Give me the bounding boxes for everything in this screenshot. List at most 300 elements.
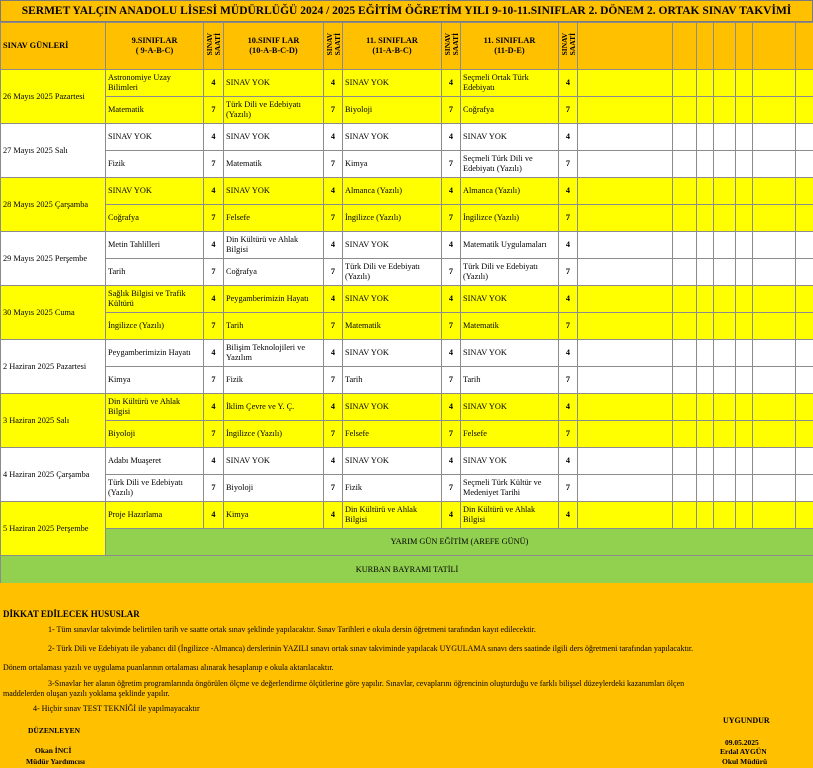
empty-cell xyxy=(714,448,736,475)
empty-cell xyxy=(714,502,736,529)
hour-9: 4 xyxy=(204,232,224,259)
exam-day: 30 Mayıs 2025 Cuma xyxy=(1,286,106,340)
subject-11de: Matematik xyxy=(461,313,559,340)
empty-cell xyxy=(736,286,753,313)
day-slot-row xyxy=(1,313,813,340)
empty-cell xyxy=(714,124,736,151)
hour-11abc: 4 xyxy=(442,70,461,97)
hour-11abc: 4 xyxy=(442,340,461,367)
empty-cell xyxy=(578,313,673,340)
empty-cell xyxy=(673,475,697,502)
empty-cell xyxy=(697,286,714,313)
hour-10: 4 xyxy=(324,178,343,205)
empty-cell xyxy=(578,394,673,421)
empty-cell xyxy=(736,151,753,178)
empty-cell xyxy=(673,367,697,394)
empty-cell xyxy=(673,151,697,178)
note-1: 1- Tüm sınavlar takvimde belirtilen tarih ve saatte ortak sınav şeklinde yapılacaktır. Sınav Tarihleri e okula dersin öğretmeni tarafından kayıt edilecektir. xyxy=(48,625,536,634)
notes-heading: DİKKAT EDİLECEK HUSUSLAR xyxy=(3,609,140,619)
exam-day: 27 Mayıs 2025 Salı xyxy=(1,124,106,178)
empty-cell xyxy=(673,205,697,232)
exam-day: 4 Haziran 2025 Çarşamba xyxy=(1,448,106,502)
hour-9: 7 xyxy=(204,151,224,178)
hour-10: 4 xyxy=(324,70,343,97)
hour-11de: 7 xyxy=(559,259,578,286)
prepared-by-role: Müdür Yardımcısı xyxy=(26,757,85,766)
hour-11de: 4 xyxy=(559,232,578,259)
hour-9: 4 xyxy=(204,394,224,421)
empty-cell xyxy=(673,259,697,286)
empty-cell xyxy=(697,259,714,286)
empty-cell xyxy=(796,313,813,340)
subject-11de: Seçmeli Türk Kültür ve Medeniyet Tarihi xyxy=(461,475,559,502)
subject-10: SINAV YOK xyxy=(224,70,324,97)
empty-cell xyxy=(578,178,673,205)
empty-cell xyxy=(736,367,753,394)
header-empty xyxy=(796,23,813,70)
empty-cell xyxy=(753,178,796,205)
empty-cell xyxy=(796,124,813,151)
day-slot-row xyxy=(1,394,813,421)
sheet-title: SERMET YALÇIN ANADOLU LİSESİ MÜDÜRLÜĞÜ 2024 / 2025 EĞİTİM ÖĞRETİM YILI 9-10-11.SINIFLAR 2. DÖNEM 2. ORTAK SINAV TAKVİMİ xyxy=(0,0,813,22)
empty-cell xyxy=(736,421,753,448)
subject-10: SINAV YOK xyxy=(224,124,324,151)
day-slot-row xyxy=(1,286,813,313)
subject-11abc: Biyoloji xyxy=(343,97,442,124)
hour-10: 4 xyxy=(324,394,343,421)
subject-11abc: Matematik xyxy=(343,313,442,340)
empty-cell xyxy=(697,394,714,421)
empty-cell xyxy=(753,313,796,340)
hour-11abc: 7 xyxy=(442,313,461,340)
hour-11de: 4 xyxy=(559,340,578,367)
subject-10: Kimya xyxy=(224,502,324,529)
empty-cell xyxy=(796,367,813,394)
empty-cell xyxy=(796,178,813,205)
hour-10: 7 xyxy=(324,475,343,502)
subject-11abc: Felsefe xyxy=(343,421,442,448)
hour-10: 7 xyxy=(324,97,343,124)
hour-11abc: 4 xyxy=(442,394,461,421)
empty-cell xyxy=(753,124,796,151)
day-slot-row xyxy=(1,97,813,124)
header-9: 9.SINIFLAR ( 9-A-B-C) xyxy=(106,23,204,70)
subject-11de: Matematik Uygulamaları xyxy=(461,232,559,259)
empty-cell xyxy=(673,97,697,124)
empty-cell xyxy=(578,367,673,394)
hour-11de: 4 xyxy=(559,286,578,313)
empty-cell xyxy=(673,340,697,367)
empty-cell xyxy=(796,259,813,286)
subject-9: Astronomiye Uzay Bilimleri xyxy=(106,70,204,97)
hour-11abc: 7 xyxy=(442,97,461,124)
header-empty xyxy=(714,23,736,70)
subject-10: İngilizce (Yazılı) xyxy=(224,421,324,448)
empty-cell xyxy=(697,502,714,529)
hour-10: 7 xyxy=(324,367,343,394)
empty-cell xyxy=(697,475,714,502)
subject-11abc: SINAV YOK xyxy=(343,124,442,151)
empty-cell xyxy=(578,124,673,151)
header-row xyxy=(1,23,813,70)
hour-11abc: 4 xyxy=(442,448,461,475)
note-4: 4- Hiçbir sınav TEST TEKNİĞİ ile yapılmayacaktır xyxy=(33,704,200,713)
subject-11de: Seçmeli Ortak Türk Edebiyatı xyxy=(461,70,559,97)
empty-cell xyxy=(753,205,796,232)
empty-cell xyxy=(753,448,796,475)
subject-9: SINAV YOK xyxy=(106,178,204,205)
day-slot-row xyxy=(1,70,813,97)
empty-cell xyxy=(736,394,753,421)
subject-10: Biyoloji xyxy=(224,475,324,502)
empty-cell xyxy=(697,97,714,124)
empty-cell xyxy=(673,394,697,421)
hour-9: 4 xyxy=(204,340,224,367)
subject-10: Fizik xyxy=(224,367,324,394)
empty-cell xyxy=(578,97,673,124)
empty-cell xyxy=(736,232,753,259)
hour-11de: 4 xyxy=(559,394,578,421)
hour-9: 7 xyxy=(204,367,224,394)
subject-9: Tarih xyxy=(106,259,204,286)
empty-cell xyxy=(736,340,753,367)
hour-10: 4 xyxy=(324,124,343,151)
empty-cell xyxy=(736,448,753,475)
hour-11abc: 7 xyxy=(442,367,461,394)
hour-9: 4 xyxy=(204,286,224,313)
empty-cell xyxy=(796,205,813,232)
hour-11de: 7 xyxy=(559,313,578,340)
empty-cell xyxy=(796,340,813,367)
subject-11de: SINAV YOK xyxy=(461,448,559,475)
subject-11de: SINAV YOK xyxy=(461,286,559,313)
subject-10: Tarih xyxy=(224,313,324,340)
subject-11de: Coğrafya xyxy=(461,97,559,124)
subject-10: Peygamberimizin Hayatı xyxy=(224,286,324,313)
header-empty xyxy=(697,23,714,70)
subject-11de: SINAV YOK xyxy=(461,124,559,151)
subject-10: Coğrafya xyxy=(224,259,324,286)
hour-9: 4 xyxy=(204,124,224,151)
empty-cell xyxy=(796,232,813,259)
day-slot-row xyxy=(1,367,813,394)
empty-cell xyxy=(796,394,813,421)
hour-9: 4 xyxy=(204,178,224,205)
empty-cell xyxy=(714,421,736,448)
hour-10: 4 xyxy=(324,502,343,529)
subject-9: Coğrafya xyxy=(106,205,204,232)
subject-11de: İngilizce (Yazılı) xyxy=(461,205,559,232)
hour-11de: 4 xyxy=(559,70,578,97)
exam-day: 29 Mayıs 2025 Perşembe xyxy=(1,232,106,286)
day-slot-row xyxy=(1,340,813,367)
day-slot-row xyxy=(1,448,813,475)
empty-cell xyxy=(697,232,714,259)
hour-9: 7 xyxy=(204,421,224,448)
empty-cell xyxy=(578,340,673,367)
empty-cell xyxy=(697,340,714,367)
empty-cell xyxy=(578,502,673,529)
empty-cell xyxy=(796,502,813,529)
subject-9: SINAV YOK xyxy=(106,124,204,151)
empty-cell xyxy=(697,70,714,97)
empty-cell xyxy=(736,502,753,529)
subject-11de: Felsefe xyxy=(461,421,559,448)
note-3: 3-Sınavlar her alanın öğretim programlarında öngörülen ölçme ve değerlendirme ölçütlerine göre yapılır. Sınavlar, cevaplarını öğrencinin oluşturduğu ve farklı bilişsel düzeylerdeki kazanımları ölçen xyxy=(48,679,685,688)
empty-cell xyxy=(714,178,736,205)
hour-11abc: 4 xyxy=(442,502,461,529)
prepared-by-title: DÜZENLEYEN xyxy=(28,726,81,735)
hour-11abc: 7 xyxy=(442,421,461,448)
subject-9: Metin Tahlilleri xyxy=(106,232,204,259)
subject-11de: Almanca (Yazılı) xyxy=(461,178,559,205)
empty-cell xyxy=(736,475,753,502)
empty-cell xyxy=(736,97,753,124)
hour-9: 7 xyxy=(204,475,224,502)
hour-11de: 7 xyxy=(559,475,578,502)
subject-9: Türk Dili ve Edebiyatı (Yazılı) xyxy=(106,475,204,502)
note-3b: maddelerden oluşan yazılı yoklama şeklinde yapılır. xyxy=(3,689,170,698)
subject-11de: Türk Dili ve Edebiyatı (Yazılı) xyxy=(461,259,559,286)
header-hour: SINAV SAATİ xyxy=(560,33,577,56)
exam-day: 2 Haziran 2025 Pazartesi xyxy=(1,340,106,394)
hour-11abc: 7 xyxy=(442,205,461,232)
empty-cell xyxy=(714,232,736,259)
hour-9: 4 xyxy=(204,502,224,529)
hour-11abc: 4 xyxy=(442,232,461,259)
empty-cell xyxy=(736,313,753,340)
hour-10: 4 xyxy=(324,286,343,313)
day-slot-row xyxy=(1,178,813,205)
exam-day: 26 Mayıs 2025 Pazartesi xyxy=(1,70,106,124)
exam-day: 3 Haziran 2025 Salı xyxy=(1,394,106,448)
subject-11abc: Kimya xyxy=(343,151,442,178)
subject-9: İngilizce (Yazılı) xyxy=(106,313,204,340)
empty-cell xyxy=(673,421,697,448)
hour-10: 4 xyxy=(324,448,343,475)
empty-cell xyxy=(673,448,697,475)
subject-11abc: Almanca (Yazılı) xyxy=(343,178,442,205)
empty-cell xyxy=(736,178,753,205)
schedule-table xyxy=(0,22,813,585)
subject-10: SINAV YOK xyxy=(224,448,324,475)
subject-11abc: SINAV YOK xyxy=(343,70,442,97)
empty-cell xyxy=(673,232,697,259)
empty-cell xyxy=(578,205,673,232)
hour-10: 7 xyxy=(324,421,343,448)
hour-11abc: 4 xyxy=(442,124,461,151)
empty-cell xyxy=(753,367,796,394)
subject-11de: SINAV YOK xyxy=(461,340,559,367)
day-slot-row xyxy=(1,475,813,502)
hour-11abc: 4 xyxy=(442,178,461,205)
empty-cell xyxy=(578,151,673,178)
empty-cell xyxy=(697,178,714,205)
empty-cell xyxy=(578,70,673,97)
header-empty xyxy=(673,23,697,70)
subject-10: Bilişim Teknolojileri ve Yazılım xyxy=(224,340,324,367)
subject-11de: Seçmeli Türk Dili ve Edebiyatı (Yazılı) xyxy=(461,151,559,178)
empty-cell xyxy=(714,286,736,313)
subject-10: Din Kültürü ve Ahlak Bilgisi xyxy=(224,232,324,259)
hour-11de: 4 xyxy=(559,448,578,475)
subject-9: Adabı Muaşeret xyxy=(106,448,204,475)
hour-11de: 4 xyxy=(559,178,578,205)
exam-day: 5 Haziran 2025 Perşembe xyxy=(1,502,106,556)
day-slot-row xyxy=(1,502,813,529)
hour-9: 7 xyxy=(204,313,224,340)
empty-cell xyxy=(753,70,796,97)
hour-11abc: 4 xyxy=(442,286,461,313)
day-slot-row xyxy=(1,205,813,232)
empty-cell xyxy=(714,259,736,286)
empty-cell xyxy=(578,421,673,448)
empty-cell xyxy=(714,367,736,394)
empty-cell xyxy=(673,313,697,340)
header-empty xyxy=(578,23,673,70)
exam-day: 28 Mayıs 2025 Çarşamba xyxy=(1,178,106,232)
header-empty xyxy=(736,23,753,70)
empty-cell xyxy=(714,340,736,367)
subject-9: Kimya xyxy=(106,367,204,394)
subject-11abc: Türk Dili ve Edebiyatı (Yazılı) xyxy=(343,259,442,286)
hour-9: 7 xyxy=(204,205,224,232)
subject-9: Din Kültürü ve Ahlak Bilgisi xyxy=(106,394,204,421)
hour-10: 7 xyxy=(324,205,343,232)
header-11de: 11. SINIFLAR (11-D-E) xyxy=(461,23,559,70)
empty-cell xyxy=(697,151,714,178)
subject-10: Felsefe xyxy=(224,205,324,232)
subject-11de: Din Kültürü ve Ahlak Bilgisi xyxy=(461,502,559,529)
subject-11abc: Fizik xyxy=(343,475,442,502)
subject-11abc: SINAV YOK xyxy=(343,286,442,313)
hour-9: 4 xyxy=(204,448,224,475)
subject-10: İklim Çevre ve Y. Ç. xyxy=(224,394,324,421)
header-empty xyxy=(753,23,796,70)
empty-cell xyxy=(753,475,796,502)
subject-11abc: SINAV YOK xyxy=(343,232,442,259)
hour-11abc: 7 xyxy=(442,259,461,286)
empty-cell xyxy=(753,151,796,178)
hour-11de: 7 xyxy=(559,151,578,178)
note-2: 2- Türk Dili ve Edebiyatı ile yabancı dil (İngilizce -Almanca) derslerinin YAZILI sınavı ortak sınav takviminde yapılacak UYGULAMA sınavı ders saatinde ilgili ders öğretmeni tarafından yapılacaktır. xyxy=(48,644,694,653)
empty-cell xyxy=(714,313,736,340)
subject-9: Biyoloji xyxy=(106,421,204,448)
half-day-row xyxy=(1,529,813,556)
principal-role: Okul Müdürü xyxy=(722,757,768,766)
empty-cell xyxy=(736,124,753,151)
hour-11de: 4 xyxy=(559,124,578,151)
empty-cell xyxy=(714,394,736,421)
hour-11abc: 7 xyxy=(442,151,461,178)
hour-10: 4 xyxy=(324,340,343,367)
empty-cell xyxy=(753,502,796,529)
subject-9: Sağlık Bilgisi ve Trafik Kültürü xyxy=(106,286,204,313)
hour-11de: 7 xyxy=(559,367,578,394)
hour-11de: 7 xyxy=(559,97,578,124)
subject-11abc: Tarih xyxy=(343,367,442,394)
empty-cell xyxy=(796,151,813,178)
header-days: SINAV GÜNLERİ xyxy=(1,23,106,70)
empty-cell xyxy=(714,475,736,502)
hour-10: 7 xyxy=(324,313,343,340)
empty-cell xyxy=(697,421,714,448)
header-hour: SINAV SAATİ xyxy=(205,33,222,56)
empty-cell xyxy=(578,259,673,286)
header-11abc: 11. SINIFLAR (11-A-B-C) xyxy=(343,23,442,70)
hour-11de: 7 xyxy=(559,205,578,232)
empty-cell xyxy=(673,502,697,529)
empty-cell xyxy=(714,70,736,97)
hour-11de: 4 xyxy=(559,502,578,529)
subject-11abc: SINAV YOK xyxy=(343,448,442,475)
empty-cell xyxy=(578,475,673,502)
hour-10: 4 xyxy=(324,232,343,259)
header-10: 10.SINIF LAR (10-A-B-C-D) xyxy=(224,23,324,70)
header-hour: SINAV SAATİ xyxy=(443,33,460,56)
empty-cell xyxy=(796,97,813,124)
hour-11de: 7 xyxy=(559,421,578,448)
subject-10: SINAV YOK xyxy=(224,178,324,205)
empty-cell xyxy=(697,367,714,394)
header-hour: SINAV SAATİ xyxy=(325,33,342,56)
approval-title: UYGUNDUR xyxy=(723,716,770,725)
principal-name: Erdal AYGÜN xyxy=(720,747,767,756)
empty-cell xyxy=(796,70,813,97)
empty-cell xyxy=(714,97,736,124)
empty-cell xyxy=(796,286,813,313)
subject-10: Türk Dili ve Edebiyatı (Yazılı) xyxy=(224,97,324,124)
subject-11abc: SINAV YOK xyxy=(343,340,442,367)
prepared-by-name: Okan İNCİ xyxy=(35,746,72,755)
empty-cell xyxy=(753,259,796,286)
empty-cell xyxy=(753,394,796,421)
day-slot-row xyxy=(1,421,813,448)
subject-9: Proje Hazırlama xyxy=(106,502,204,529)
holiday-band: KURBAN BAYRAMI TATİLİ xyxy=(1,556,813,585)
empty-cell xyxy=(796,448,813,475)
empty-cell xyxy=(673,286,697,313)
subject-9: Peygamberimizin Hayatı xyxy=(106,340,204,367)
note-2b: Dönem ortalaması yazılı ve uygulama puanlarının ortalaması alınarak hesaplanıp e okula aktarılacaktır. xyxy=(3,663,334,672)
empty-cell xyxy=(796,421,813,448)
empty-cell xyxy=(697,448,714,475)
empty-cell xyxy=(578,448,673,475)
day-slot-row xyxy=(1,232,813,259)
subject-11abc: Din Kültürü ve Ahlak Bilgisi xyxy=(343,502,442,529)
hour-9: 7 xyxy=(204,97,224,124)
empty-cell xyxy=(753,97,796,124)
empty-cell xyxy=(697,313,714,340)
subject-11abc: İngilizce (Yazılı) xyxy=(343,205,442,232)
subject-10: Matematik xyxy=(224,151,324,178)
holiday-row xyxy=(1,556,813,585)
empty-cell xyxy=(578,232,673,259)
hour-10: 7 xyxy=(324,151,343,178)
empty-cell xyxy=(673,124,697,151)
empty-cell xyxy=(673,70,697,97)
empty-cell xyxy=(753,340,796,367)
empty-cell xyxy=(714,151,736,178)
empty-cell xyxy=(714,205,736,232)
empty-cell xyxy=(753,421,796,448)
hour-10: 7 xyxy=(324,259,343,286)
empty-cell xyxy=(736,70,753,97)
subject-11abc: SINAV YOK xyxy=(343,394,442,421)
day-slot-row xyxy=(1,124,813,151)
empty-cell xyxy=(753,286,796,313)
day-slot-row xyxy=(1,259,813,286)
